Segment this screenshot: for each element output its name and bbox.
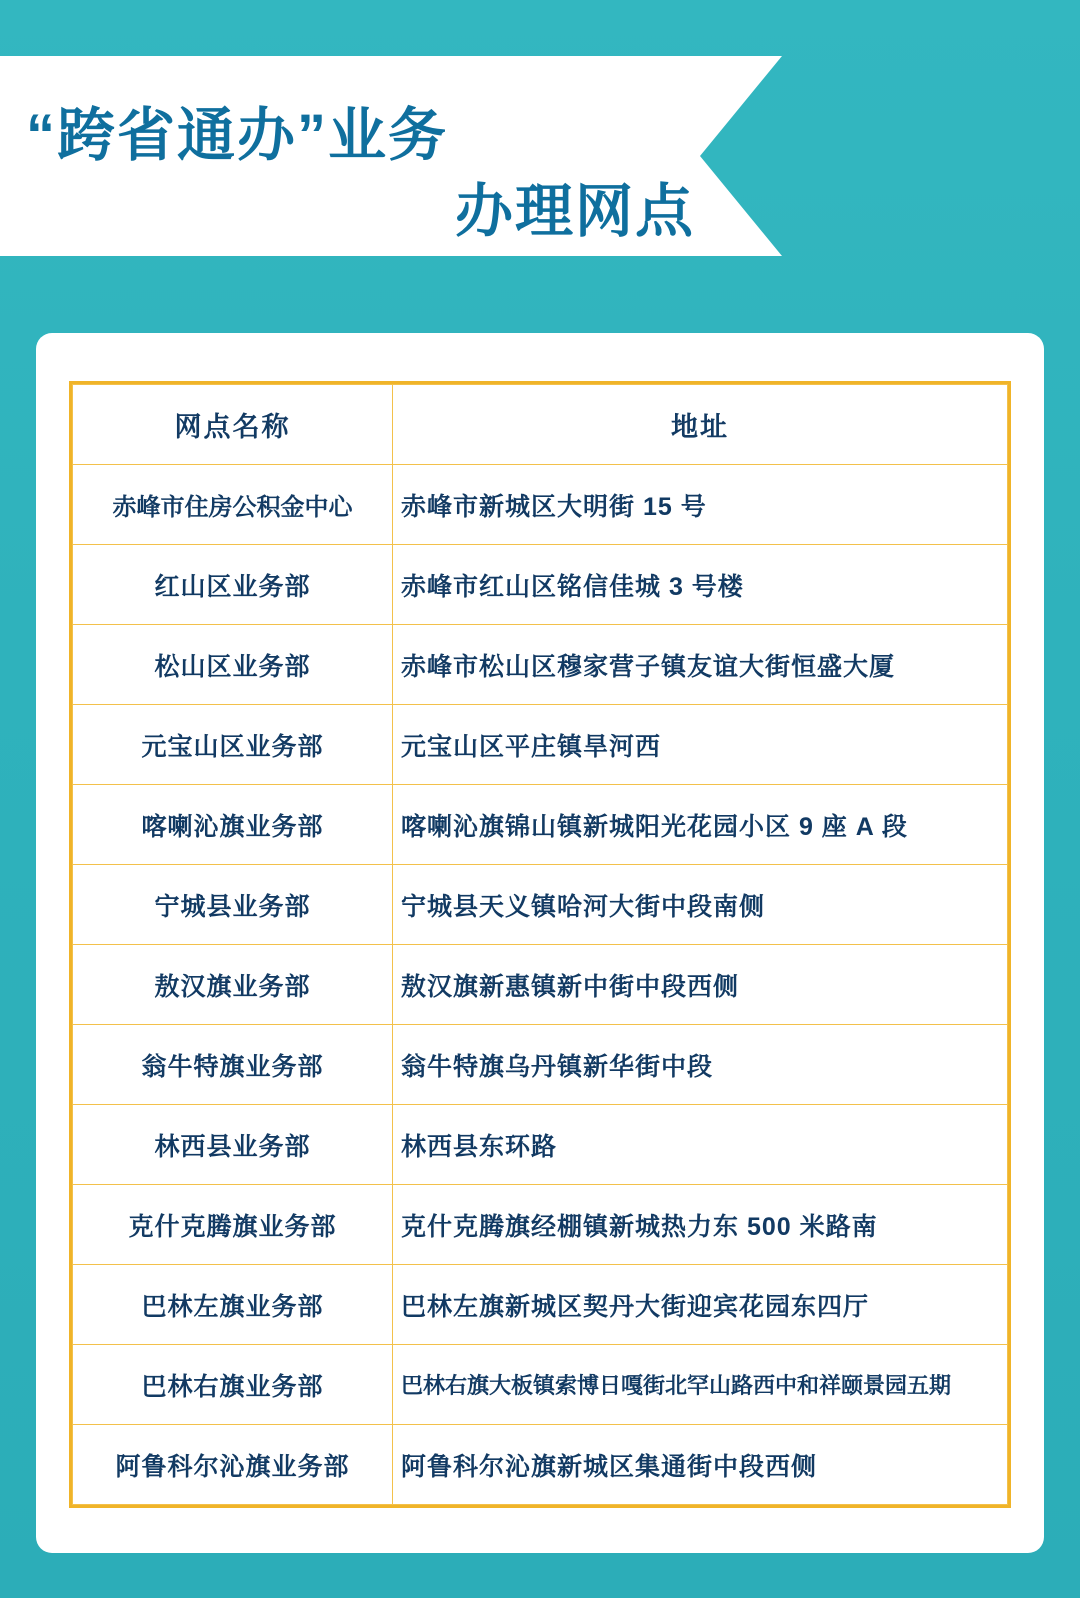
- table-row: [73, 1025, 1008, 1105]
- table-row: [73, 865, 1008, 945]
- cell-branch-name: 元宝山区业务部: [73, 705, 393, 785]
- cell-branch-address: 阿鲁科尔沁旗新城区集通街中段西侧: [393, 1425, 1008, 1505]
- cell-branch-address: 敖汉旗新惠镇新中街中段西侧: [393, 945, 1008, 1025]
- cell-branch-name: 松山区业务部: [73, 625, 393, 705]
- table-row: [73, 625, 1008, 705]
- table-row: [73, 1105, 1008, 1185]
- cell-branch-address: 赤峰市新城区大明街 15 号: [393, 465, 1008, 545]
- table-row: [73, 1265, 1008, 1345]
- cell-branch-name: 敖汉旗业务部: [73, 945, 393, 1025]
- cell-branch-address: 林西县东环路: [393, 1105, 1008, 1185]
- cell-branch-name: 克什克腾旗业务部: [73, 1185, 393, 1265]
- cell-branch-name: 喀喇沁旗业务部: [73, 785, 393, 865]
- table-row: [73, 465, 1008, 545]
- cell-branch-address: 赤峰市松山区穆家营子镇友谊大街恒盛大厦: [393, 625, 1008, 705]
- cell-branch-name: 赤峰市住房公积金中心: [73, 465, 393, 545]
- cell-branch-address: 宁城县天义镇哈河大街中段南侧: [393, 865, 1008, 945]
- cell-branch-name: 翁牛特旗业务部: [73, 1025, 393, 1105]
- cell-branch-address: 克什克腾旗经棚镇新城热力东 500 米路南: [393, 1185, 1008, 1265]
- table-row: [73, 1345, 1008, 1425]
- table-row: [73, 545, 1008, 625]
- cell-branch-name: 林西县业务部: [73, 1105, 393, 1185]
- branch-table-wrapper: [69, 381, 1011, 1508]
- banner-title-line1: “跨省通办”业务: [26, 103, 449, 168]
- cell-branch-address: 赤峰市红山区铭信佳城 3 号楼: [393, 545, 1008, 625]
- branch-table: [72, 384, 1008, 1505]
- table-row: [73, 1425, 1008, 1505]
- table-row: [73, 785, 1008, 865]
- banner-title-line2: 办理网点: [455, 179, 696, 244]
- cell-branch-name: 红山区业务部: [73, 545, 393, 625]
- cell-branch-address: 巴林左旗新城区契丹大街迎宾花园东四厅: [393, 1265, 1008, 1345]
- table-header-row: [73, 385, 1008, 465]
- table-body: [73, 465, 1008, 1505]
- cell-branch-name: 巴林左旗业务部: [73, 1265, 393, 1345]
- table-row: [73, 945, 1008, 1025]
- table-row: [73, 1185, 1008, 1265]
- column-header-name: 网点名称: [73, 385, 393, 465]
- cell-branch-name: 巴林右旗业务部: [73, 1345, 393, 1425]
- content-card: [36, 333, 1044, 1553]
- table-row: [73, 705, 1008, 785]
- column-header-address: 地址: [393, 385, 1008, 465]
- cell-branch-name: 阿鲁科尔沁旗业务部: [73, 1425, 393, 1505]
- cell-branch-address: 翁牛特旗乌丹镇新华街中段: [393, 1025, 1008, 1105]
- cell-branch-address: 喀喇沁旗锦山镇新城阳光花园小区 9 座 A 段: [393, 785, 1008, 865]
- cell-branch-name: 宁城县业务部: [73, 865, 393, 945]
- cell-branch-address: 元宝山区平庄镇旱河西: [393, 705, 1008, 785]
- cell-branch-address: 巴林右旗大板镇索博日嘎街北罕山路西中和祥颐景园五期: [393, 1345, 1008, 1425]
